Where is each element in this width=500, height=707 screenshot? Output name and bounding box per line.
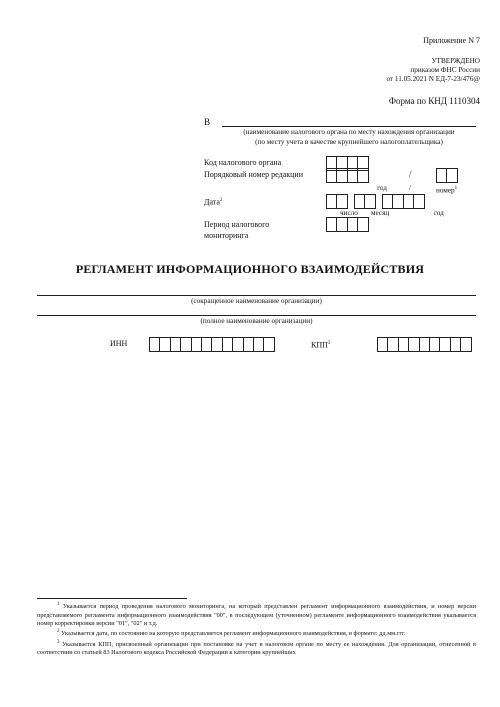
kpp-label: КПП$^3$ [311,340,331,350]
recipient-input-line[interactable] [222,126,476,127]
footnote-3: $^3$ Указывается КПП, присвоенный организации при постановке на учет в налоговом органе по месту ее нахождения. Для организации, отнесенной в соответствии со статьей 83 Налогового кодекса Российской Федерации к категории крупнейших [37,639,476,657]
edition-label: Порядковый номер редакции [204,170,303,179]
full-name-line[interactable] [37,315,476,316]
day-caption: число [340,209,358,217]
date-label: Дата$^2$ [204,197,223,207]
edition-year-cells[interactable] [326,168,369,182]
order-date: от 11.05.2021 N ЕД-7-23/476@ [386,75,480,83]
number-caption: номер$^1$ [436,186,458,195]
date-year-cells[interactable] [382,194,425,208]
form-code: Форма по КНД 1110304 [388,96,480,106]
date-year-caption: год [434,209,444,217]
edition-slash: / [409,169,412,179]
footnotes [37,601,476,658]
year-caption: год [377,184,387,192]
date-day-cells[interactable] [326,194,348,208]
month-caption: месяц [371,209,390,217]
recipient-prefix: В [204,117,211,127]
tax-code-label: Код налогового органа [204,158,282,167]
footnote-1: $^1$ Указывается период проведения налогового мониторинга, на который представлен регламент информационного взаимодействия, и номер версии представляемого регламента информационного взаимодействия "00", в последующем (уточненном) регламенте информационного взаимодействия указывается номер корректировки версии "01", "02" и т.д. [37,602,476,627]
inn-cells[interactable] [149,337,275,351]
year-number-slash: / [409,184,411,192]
document-title: РЕГЛАМЕНТ ИНФОРМАЦИОННОГО ВЗАИМОДЕЙСТВИЯ [75,262,425,276]
footnote-separator [37,598,187,599]
inn-label: ИНН [110,339,128,348]
period-label-1: Период налогового [204,220,270,229]
period-label-2: мониторинга [204,231,249,240]
recipient-caption-2: (по месту учета в качестве крупнейшего налогоплательщика) [255,138,443,146]
order-label: приказом ФНС России [410,66,480,74]
short-name-line[interactable] [37,295,476,296]
edition-number-cells[interactable] [436,168,458,182]
date-month-cells[interactable] [354,194,376,208]
recipient-caption-1: (наименование налогового органа по месту нахождения организации [243,128,455,136]
period-cells[interactable] [326,217,369,231]
approved-label: УТВЕРЖДЕНО [431,57,480,65]
kpp-cells[interactable] [377,337,472,351]
short-name-caption: (сокращенное наименование организации) [191,297,322,305]
appendix-number: Приложение N 7 [423,36,480,45]
full-name-caption: (полное наименование организации) [200,317,313,325]
footnote-2: $^2$ Указывается дата, по состоянию на которую представляется регламент информационного взаимодействия, в формате: дд.мм.ггг. [57,629,406,638]
